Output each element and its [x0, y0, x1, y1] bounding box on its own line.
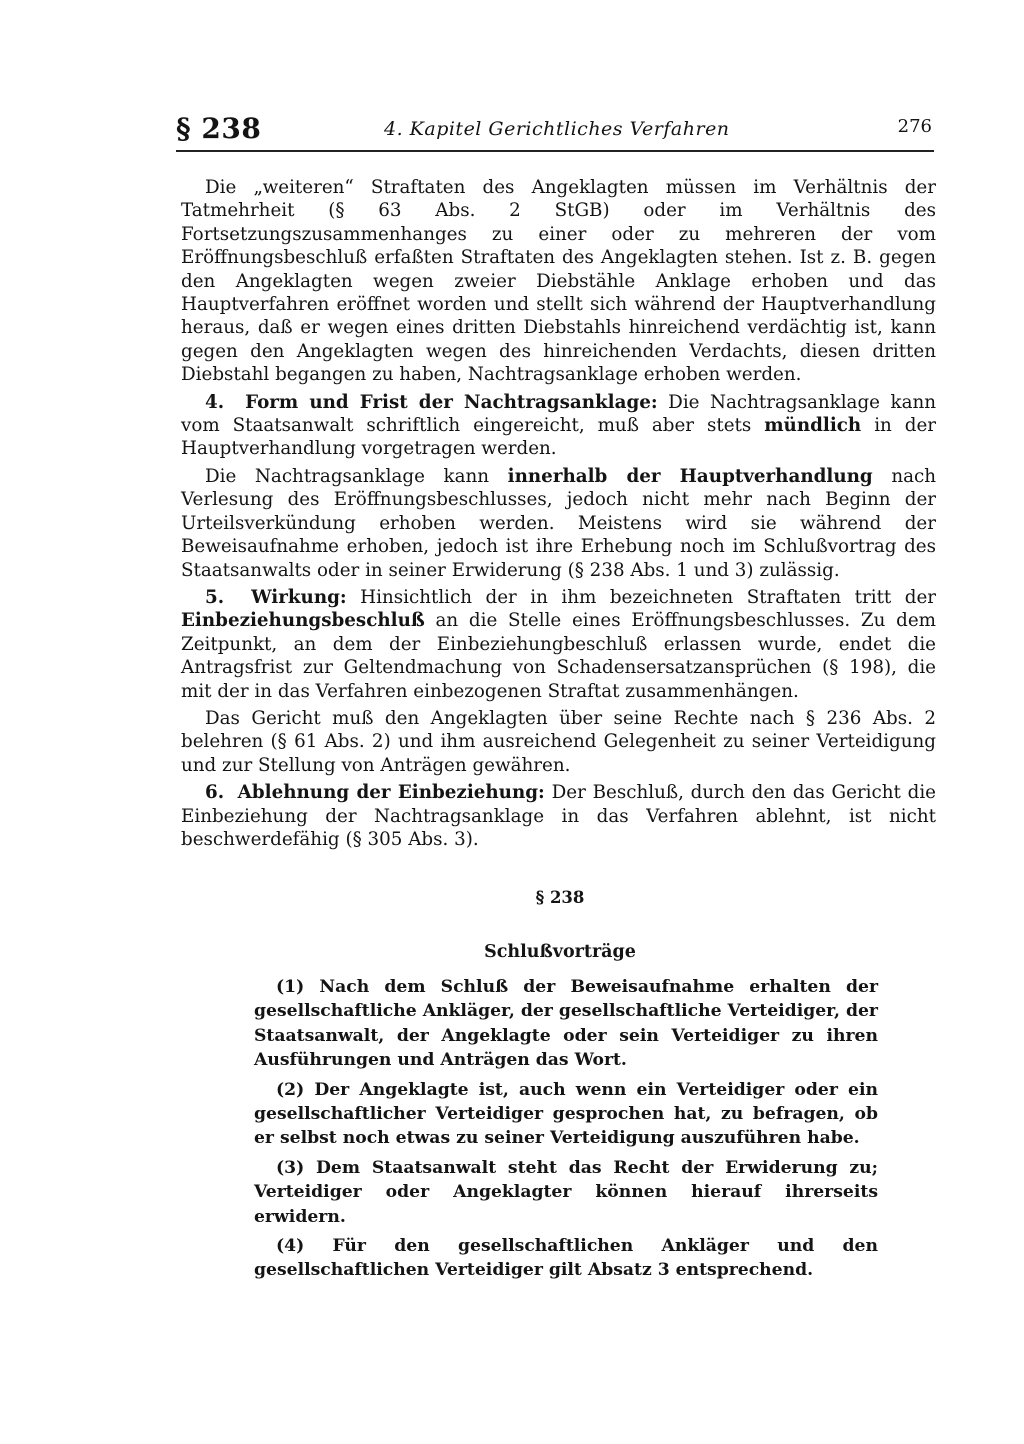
law-paragraph-4: (4) Für den gesellschaftlichen Ankläger und den gesellschaftlichen Verteidiger gilt Absatz 3 entsprechend.: [254, 1236, 878, 1281]
paragraph-text: an die Stelle eines Eröffnungsbeschlusses. Zu dem Zeitpunkt, an dem der Einbeziehungbeschluß erlassen wurde, endet die Antragsfrist zur Geltendmachung von Schadensersatzansprüchen (§ 198), die mit der in das Verfahren einbezogenen Straftat zusammenhängen.: [181, 610, 936, 702]
paragraph-text: nach Verlesung des Eröffnungsbeschlusses, jedoch nicht mehr nach Beginn der Urteilsverkündung erhoben werden. Meistens wird sie während der Beweisaufnahme erhoben, jedoch ist ihre Erhebung noch im Schlußvortrag des Staatsanwalts oder in seiner Erwiderung (§ 238 Abs. 1 und 3) zulässig.: [181, 465, 937, 581]
emphasis-text: mündlich: [764, 415, 862, 437]
paragraph-text: Hinsichtlich der in ihm bezeichneten Straftaten tritt der: [360, 586, 937, 608]
law-text: [254, 975, 878, 1283]
header-rule: [176, 150, 934, 152]
law-section-number: § 238: [535, 888, 585, 907]
paragraph-text: Die Nachtragsanklage kann vom Staatsanwalt schriftlich eingereicht, muß aber stets: [181, 391, 937, 437]
page-header: [174, 112, 934, 152]
paragraph-text: Der Beschluß, durch den das Gericht die Einbeziehung der Nachtragsanklage in das Verfahren ablehnt, ist nicht beschwerdefähig (§ 305 Abs. 3).: [181, 782, 937, 850]
emphasis-text: innerhalb der Hauptverhandlung: [507, 465, 873, 487]
commentary-paragraph-1: Die „weiteren“ Straftaten des Angeklagten müssen im Verhältnis der Tatmehrheit (§ 63 Abs. 2 StGB) oder im Verhältnis des Fortsetzungszusammenhanges zu einer oder zu mehreren der vom Eröffnungsbeschluß erfaßten Straftaten des Angeklagten stehen. Ist z. B. gegen den Angeklagten wegen zweier Diebstähle Anklage erhoben und das Hauptverfahren eröffnet worden und stellt sich während der Hauptverhandlung heraus, daß er wegen eines dritten Diebstahls hinreichend verdächtig ist, kann gegen den Angeklagten wegen des hinreichenden Verdachts, diesen dritten Diebstahl begangen zu haben, Nachtragsanklage erhoben werden.: [181, 177, 936, 386]
commentary-paragraph-wirkung: [181, 586, 936, 703]
law-paragraph-2: (2) Der Angeklagte ist, auch wenn ein Verteidiger oder ein gesellschaftlicher Verteidiger gesprochen hat, zu befragen, ob er selbst noch etwas zu seiner Verteidigung auszuführen habe.: [254, 1079, 878, 1149]
page-number: 276: [897, 116, 932, 137]
law-paragraph-3: (3) Dem Staatsanwalt steht das Recht der Erwiderung zu; Verteidiger oder Angeklagter können hierauf ihrerseits erwidern.: [254, 1157, 878, 1227]
header-chapter-title: 4. Kapitel Gerichtliches Verfahren: [384, 118, 730, 140]
commentary-paragraph-form-und-frist: [181, 391, 936, 461]
item-heading: Ablehnung der Einbeziehung:: [237, 782, 545, 804]
commentary-paragraph-3: [181, 465, 936, 582]
commentary-paragraph-5: Das Gericht muß den Angeklagten über seine Rechte nach § 236 Abs. 2 belehren (§ 61 Abs. 2) und ihm ausreichend Gelegenheit zu seiner Verteidigung und zur Stellung von Anträgen gewähren.: [181, 707, 936, 776]
commentary-paragraph-ablehnung: [181, 781, 936, 851]
item-number: 4.: [205, 391, 225, 413]
item-number: 6.: [205, 782, 225, 804]
law-section-heading: Schlußvorträge: [484, 942, 636, 962]
emphasis-text: Einbeziehungsbeschluß: [181, 610, 425, 632]
paragraph-text: in der Hauptverhandlung vorgetragen werden.: [181, 415, 937, 460]
item-heading: Form und Frist der Nachtragsanklage:: [245, 391, 658, 413]
commentary-text: [181, 176, 936, 851]
law-paragraph-1: (1) Nach dem Schluß der Beweisaufnahme erhalten der gesellschaftliche Ankläger, der gesellschaftliche Verteidiger, der Staatsanwalt, der Angeklagte oder sein Verteidiger zu ihren Ausführungen und Anträgen das Wort.: [254, 977, 878, 1071]
paragraph-text: Die Nachtragsanklage kann: [205, 465, 490, 487]
header-section-number: § 238: [176, 112, 262, 145]
item-number: 5.: [205, 586, 225, 608]
item-heading: Wirkung:: [251, 586, 347, 608]
